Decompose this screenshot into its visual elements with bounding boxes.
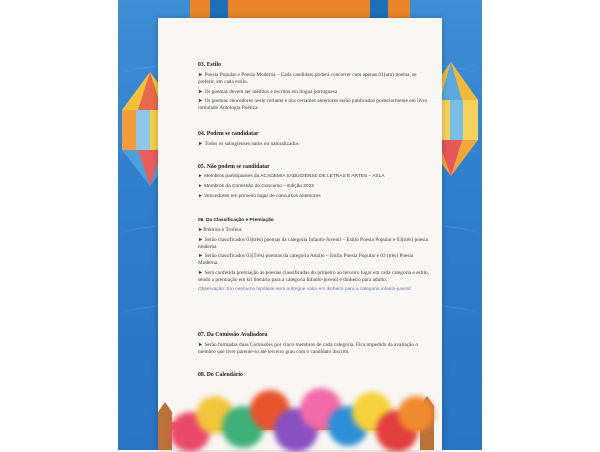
list-item: ► Serão classificados 03(três) poemas da categoria Infanto-Juvenil – Estilo Poesia Popular e 03(três) poesia moderna: [198, 236, 428, 250]
list-item: ► Todos os sabugienses natos ou naturalizados: [198, 141, 299, 147]
colorful-flowers-decoration: [170, 382, 435, 450]
section-heading: 03. Estilo: [198, 62, 221, 68]
list-item: ► Poesia Popular e Poesia Moderna – Cada candidato poderá concorrer com apenas 01(um) poema, se preferir, em cada estilo.: [198, 72, 417, 85]
section-classificacao: [198, 218, 434, 296]
list-item: ► Serão classificados 03(Três) poemas da categoria Adulto – Estilo Poesia Popular e 03 (três) Poesia Moderna.: [198, 253, 414, 267]
list-item: ►Prêmios e Troféus: [198, 227, 242, 233]
section-heading: 06. Da Classificação e Premiação: [198, 218, 274, 223]
list-item: ► Serão formadas duas Comissões por cinco membros de cada categoria. Fica impedido da avaliação o membro que tiver parente-so até terceiro grau com o candidato inscrito.: [198, 342, 418, 355]
list-item: ► Os poemas vencedores neste certame e nos certames anteriores serão publicados posteriormente em livro intitulado Antologia Poética.: [198, 98, 428, 112]
section-estilo: [198, 62, 434, 115]
section-heading: 04. Podem se candidatar: [198, 131, 259, 137]
section-podem-candidatar: [198, 131, 434, 151]
list-item: ► Vencedores em primeiro lugar de concursos anteriores: [198, 193, 321, 199]
section-heading: 08. Do Calendário: [198, 372, 243, 378]
list-item: ► Será conferida premiação às poesias classificadas do primeiro ao terceiro lugar em cada categoria e estilo, sendo a premiação em kit literário para a categoria Infanto-juvenil e dinheiro para adulto.: [198, 269, 429, 283]
section-comissao: [198, 332, 434, 359]
list-item: ► Membros participantes da ACADEMIA SABUGIENSE DE LETRAS E ARTES – ASLA: [198, 174, 385, 179]
section-nao-podem-candidatar: [198, 164, 434, 203]
section-heading: 05. Não podem se candidatar: [198, 164, 270, 170]
section-heading: 07. Da Comissão Avaliadora: [198, 332, 268, 338]
section-calendario: [198, 372, 434, 382]
list-item: ► Membros da Comissão do Concurso – Edição 2022: [198, 183, 314, 189]
observation-note: Observação: Em nenhuma hipótese será entregue valor em dinheiro para a categoria infanto-juvenil.: [198, 286, 412, 292]
list-item: ► Os poemas devem ser inéditos e escritos em língua portuguesa: [198, 88, 338, 95]
